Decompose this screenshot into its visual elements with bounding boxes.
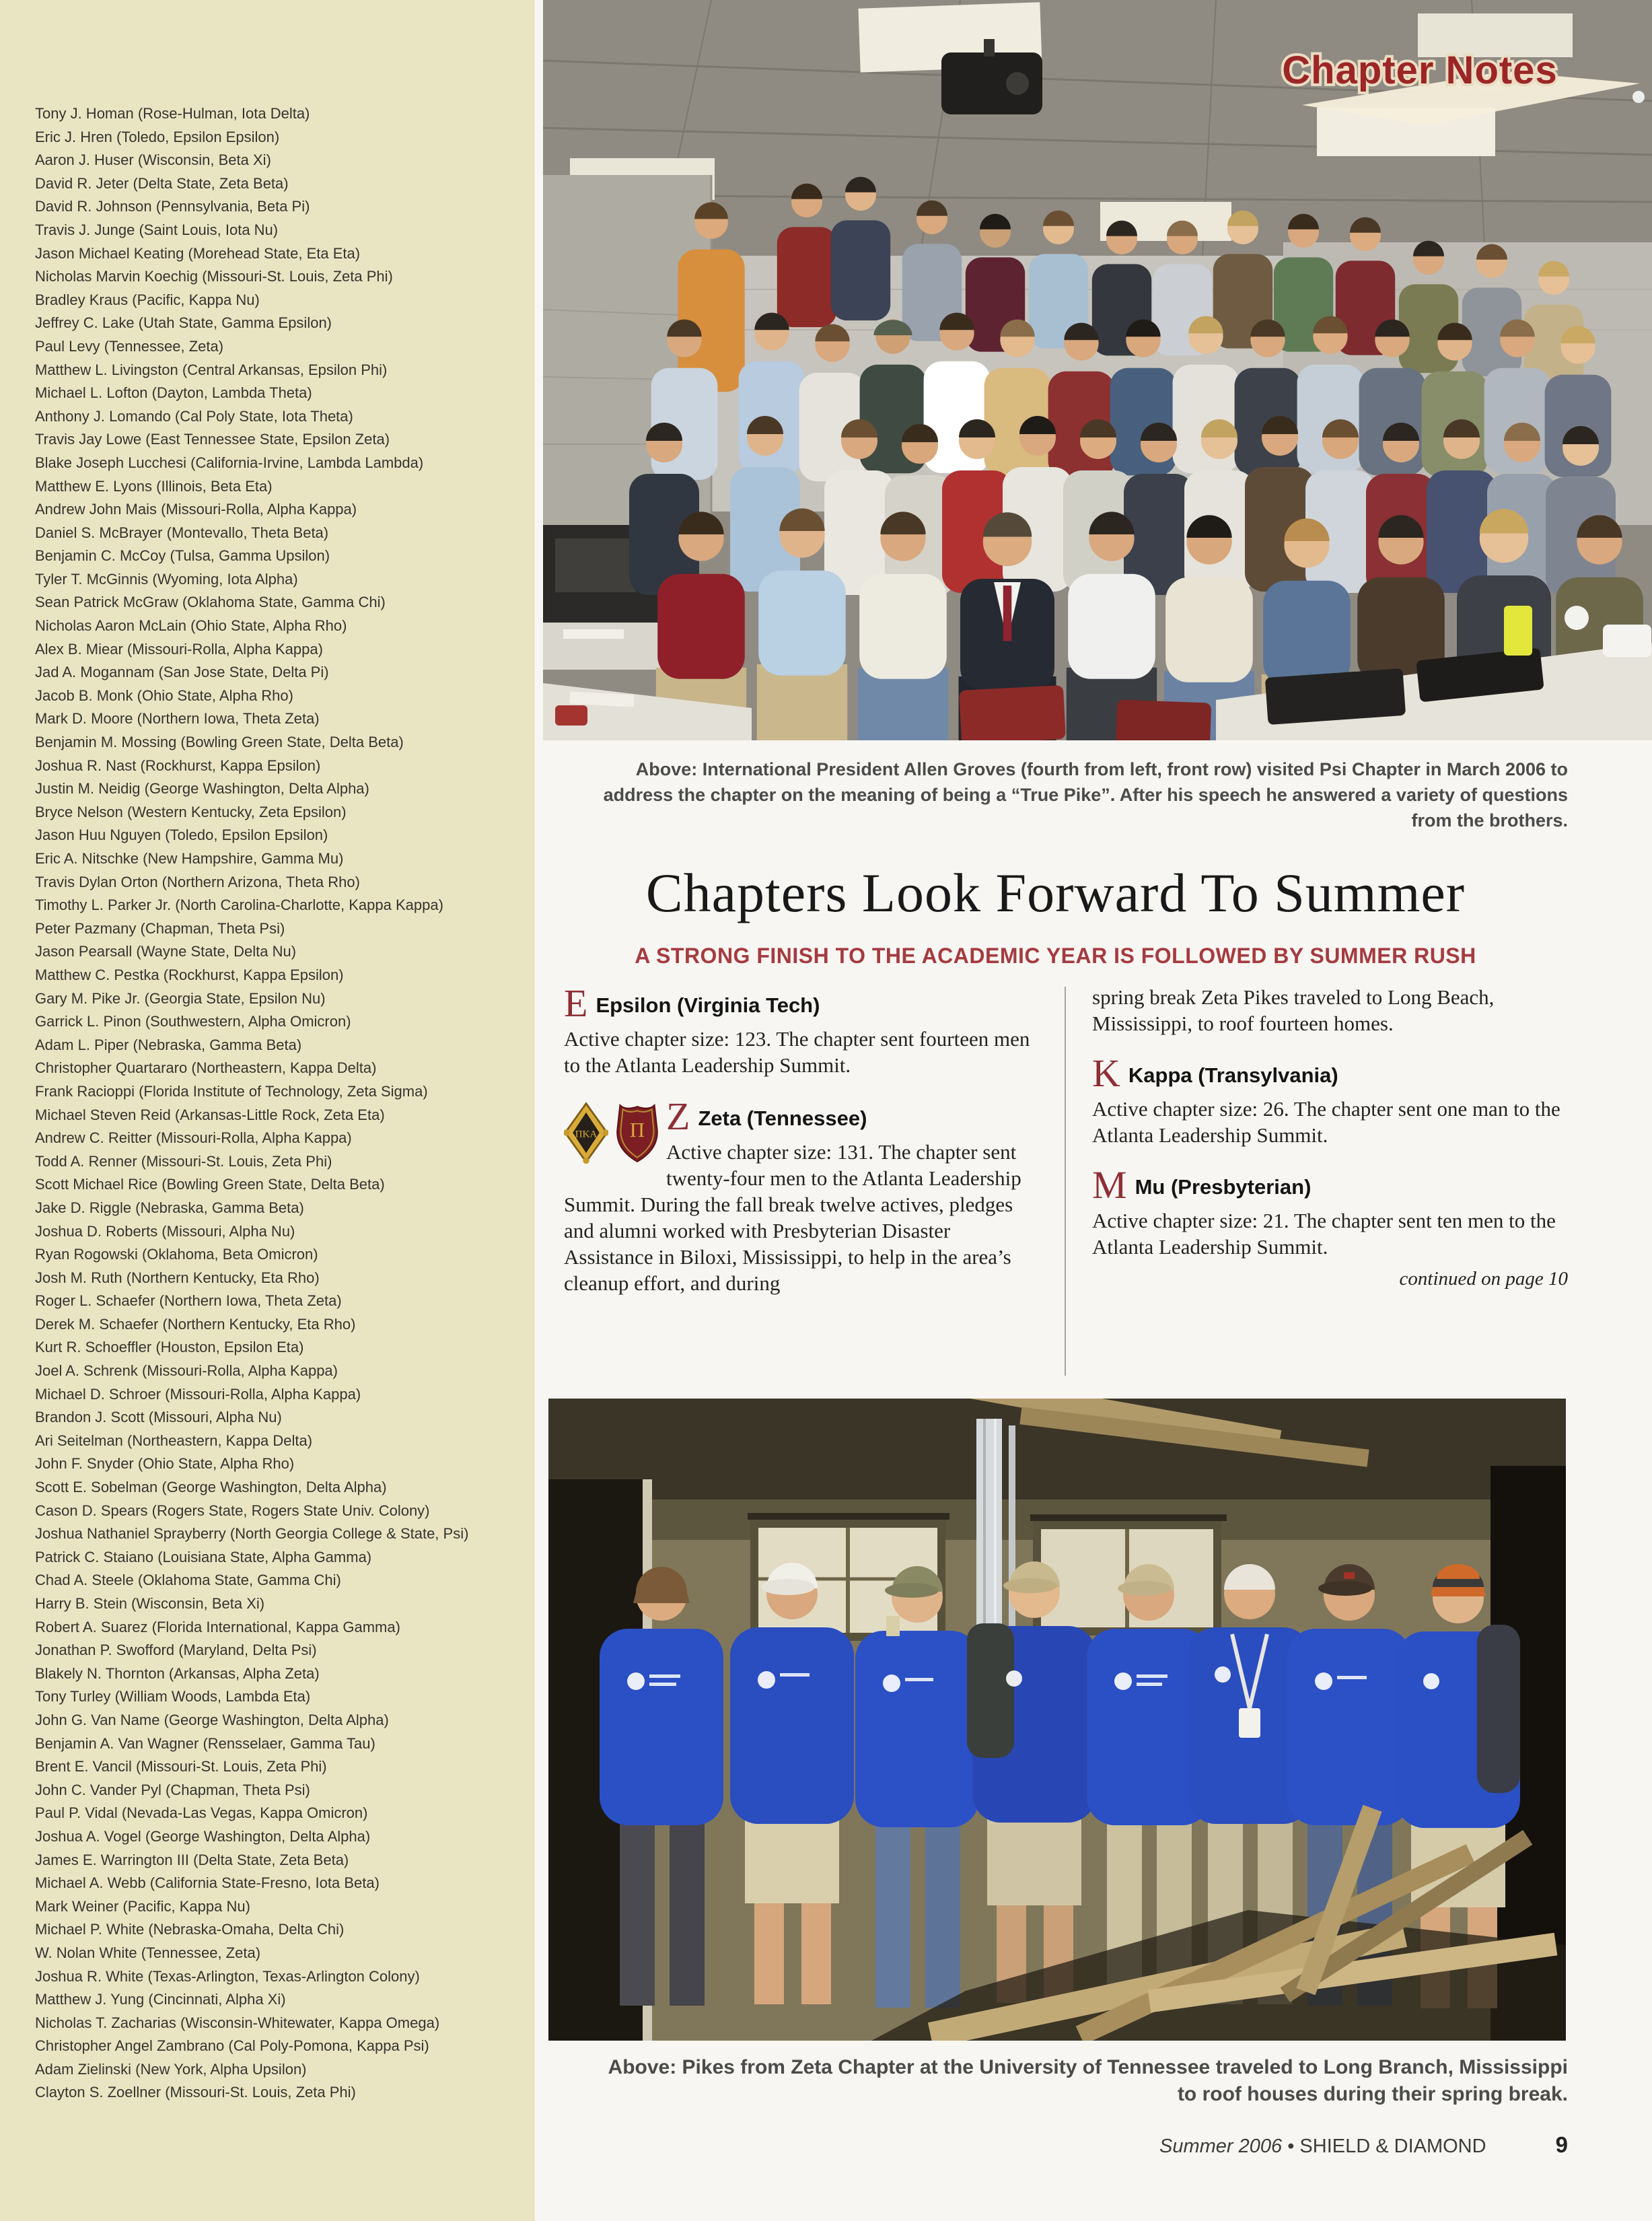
member-entry: Jacob B. Monk (Ohio State, Alpha Rho) [35, 686, 293, 704]
article-column-right [1092, 984, 1568, 1290]
volunteers-photo-illustration [548, 1399, 1566, 2041]
section-body-kappa: Active chapter size: 26. The chapter sent one man to the Atlanta Leadership Summit. [1092, 1097, 1560, 1147]
member-entry: Frank Racioppi (Florida Institute of Technology, Zeta Sigma) [35, 1082, 428, 1100]
member-entry: Matthew E. Lyons (Illinois, Beta Eta) [35, 477, 273, 495]
member-entry: Jason Michael Keating (Morehead State, Eta Eta) [35, 244, 361, 262]
member-entry: Matthew J. Yung (Cincinnati, Alpha Xi) [35, 1991, 286, 2008]
top-photo-caption: Above: International President Allen Groves (fourth from left, front row) visited Psi Chapter in March 2006 to address the chapter on the meaning of being a “True Pike”. After his speech he answered a variety of questions from the brothers. [603, 759, 1568, 831]
section-title: Mu (Presbyterian) [1135, 1175, 1312, 1199]
footer-issue: Summer 2006 [1159, 2136, 1283, 2157]
member-entry: Justin M. Neidig (George Washington, Delta Alpha) [35, 780, 369, 798]
member-entry: Michael P. White (Nebraska-Omaha, Delta Chi) [35, 1921, 345, 1938]
pika-diamond-badge-icon [564, 1101, 608, 1164]
member-entry: Tony J. Homan (Rose-Hulman, Iota Delta) [35, 105, 310, 122]
member-entry: Chad A. Steele (Oklahoma State, Gamma Chi) [35, 1572, 341, 1589]
member-entry: Daniel S. McBrayer (Montevallo, Theta Beta) [35, 524, 329, 541]
member-entry: Alex B. Miear (Missouri-Rolla, Alpha Kappa) [35, 640, 323, 658]
garnet-shield-icon [614, 1101, 661, 1164]
member-entry: Michael L. Lofton (Dayton, Lambda Theta) [35, 384, 312, 402]
member-entry: Eric J. Hren (Toledo, Epsilon Epsilon) [35, 128, 280, 145]
member-entry: Tyler T. McGinnis (Wyoming, Iota Alpha) [35, 570, 298, 588]
page-footer [543, 2132, 1568, 2158]
member-entry: Clayton S. Zoellner (Missouri-St. Louis, Zeta Phi) [35, 2084, 356, 2101]
member-entry: Blakely N. Thornton (Arkansas, Alpha Zeta) [35, 1664, 320, 1682]
article-subhead: A STRONG FINISH TO THE ACADEMIC YEAR IS FOLLOWED BY SUMMER RUSH [635, 944, 1476, 968]
member-entry: Joshua A. Vogel (George Washington, Delta Alpha) [35, 1827, 371, 1845]
article-column-left [564, 981, 1040, 1296]
member-entry: Ari Seitelman (Northeastern, Kappa Delta) [35, 1432, 313, 1449]
page-number: 9 [1555, 2132, 1568, 2157]
dropcap-kappa: K [1092, 1051, 1120, 1095]
member-entry: Scott Michael Rice (Bowling Green State, Delta Beta) [35, 1176, 385, 1193]
section-heading-epsilon [564, 981, 1040, 1025]
member-entry: Gary M. Pike Jr. (Georgia State, Epsilon Nu) [35, 989, 326, 1007]
member-entry: Bryce Nelson (Western Kentucky, Zeta Epsilon) [35, 803, 347, 820]
member-entry: Cason D. Spears (Rogers State, Rogers State Univ. Colony) [35, 1502, 430, 1519]
column-divider [1065, 987, 1066, 1376]
chapter-notes-label: Chapter Notes [1282, 48, 1558, 92]
member-entry: Patrick C. Staiano (Louisiana State, Alpha Gamma) [35, 1548, 372, 1565]
sparkle-icon [1632, 91, 1645, 103]
member-entry: Eric A. Nitschke (New Hampshire, Gamma Mu) [35, 850, 344, 867]
section-body-zeta: Active chapter size: 131. The chapter sent twenty-four men to the Atlanta Leadership Summit. During the fall break twelve actives, pledges and alumni worked with Presbyterian Disaster Assistance in Biloxi, Mississippi, to help in the area’s cleanup effort, and during [564, 1140, 1021, 1295]
member-entry: Timothy L. Parker Jr. (North Carolina-Charlotte, Kappa Kappa) [35, 896, 443, 914]
member-entry: Brandon J. Scott (Missouri, Alpha Nu) [35, 1409, 282, 1426]
member-entry: John G. Van Name (George Washington, Delta Alpha) [35, 1711, 389, 1728]
member-entry: John F. Snyder (Ohio State, Alpha Rho) [35, 1455, 295, 1473]
member-entry: Joshua Nathaniel Sprayberry (North Georgia College & State, Psi) [35, 1525, 469, 1543]
member-list [35, 102, 468, 2105]
member-entry: Roger L. Schaefer (Northern Iowa, Theta Zeta) [35, 1292, 342, 1310]
member-entry: Brent E. Vancil (Missouri-St. Louis, Zeta Phi) [35, 1758, 327, 1775]
member-entry: Michael Steven Reid (Arkansas-Little Rock, Zeta Eta) [35, 1106, 385, 1123]
member-entry: David R. Johnson (Pennsylvania, Beta Pi) [35, 198, 310, 215]
zeta-continuation: spring break Zeta Pikes traveled to Long Beach, Mississippi, to roof fourteen homes. [1092, 985, 1495, 1035]
member-entry: Derek M. Schaefer (Northern Kentucky, Eta Rho) [35, 1315, 356, 1333]
member-entry: Ryan Rogowski (Oklahoma, Beta Omicron) [35, 1246, 318, 1263]
member-entry: Harry B. Stein (Wisconsin, Beta Xi) [35, 1595, 265, 1612]
member-entry: Josh M. Ruth (Northern Kentucky, Eta Rho) [35, 1269, 320, 1286]
member-entry: Robert A. Suarez (Florida International, Kappa Gamma) [35, 1618, 400, 1635]
continued-note: continued on page 10 [1399, 1268, 1568, 1290]
member-entry: Travis Jay Lowe (East Tennessee State, Epsilon Zeta) [35, 431, 390, 448]
member-entry: Christopher Angel Zambrano (Cal Poly-Pomona, Kappa Psi) [35, 2037, 429, 2055]
member-entry: Paul P. Vidal (Nevada-Las Vegas, Kappa Omicron) [35, 1804, 368, 1822]
footer-magazine: • SHIELD & DIAMOND [1287, 2136, 1486, 2157]
dropcap-zeta: Z [666, 1094, 690, 1138]
member-entry: Nicholas Aaron McLain (Ohio State, Alpha Rho) [35, 617, 347, 635]
member-entry: Peter Pazmany (Chapman, Theta Psi) [35, 919, 285, 937]
member-entry: Jeffrey C. Lake (Utah State, Gamma Epsilon) [35, 314, 332, 332]
member-entry: Adam Zielinski (New York, Alpha Upsilon) [35, 2060, 307, 2078]
member-entry: Jonathan P. Swofford (Maryland, Delta Psi) [35, 1642, 317, 1659]
member-entry: Sean Patrick McGraw (Oklahoma State, Gamma Chi) [35, 594, 386, 611]
member-entry: Joshua R. White (Texas-Arlington, Texas-Arlington Colony) [35, 1967, 420, 1985]
member-entry: Michael D. Schroer (Missouri-Rolla, Alpha Kappa) [35, 1385, 361, 1403]
member-entry: Garrick L. Pinon (Southwestern, Alpha Omicron) [35, 1013, 351, 1030]
member-entry: Anthony J. Lomando (Cal Poly State, Iota Theta) [35, 407, 353, 425]
member-entry: Mark D. Moore (Northern Iowa, Theta Zeta) [35, 710, 320, 728]
member-list-sidebar [0, 0, 534, 2221]
member-entry: Joel A. Schrenk (Missouri-Rolla, Alpha Kappa) [35, 1362, 338, 1380]
member-entry: Jason Huu Nguyen (Toledo, Epsilon Epsilon) [35, 826, 328, 844]
bottom-photo-caption: Above: Pikes from Zeta Chapter at the University of Tennessee traveled to Long Branch, Mississippi to roof houses during their spring break. [608, 2056, 1568, 2105]
article-headline: Chapters Look Forward To Summer [645, 862, 1466, 923]
member-entry: Nicholas Marvin Koechig (Missouri-St. Louis, Zeta Phi) [35, 268, 393, 285]
section-heading-kappa [1092, 1051, 1568, 1095]
member-entry: Joshua D. Roberts (Missouri, Alpha Nu) [35, 1222, 295, 1240]
member-entry: Benjamin A. Van Wagner (Rensselaer, Gamma Tau) [35, 1734, 375, 1752]
member-entry: Tony Turley (William Woods, Lambda Eta) [35, 1688, 311, 1705]
member-entry: Christopher Quartararo (Northeastern, Kappa Delta) [35, 1059, 377, 1077]
bottom-photo-volunteers [548, 1399, 1566, 2041]
member-entry: Blake Joseph Lucchesi (California-Irvine, Lambda Lambda) [35, 454, 424, 471]
section-zeta [564, 1094, 1040, 1296]
member-entry: Michael A. Webb (California State-Fresno, Iota Beta) [35, 1874, 380, 1892]
dropcap-mu: M [1092, 1163, 1127, 1207]
section-title: Kappa (Transylvania) [1128, 1063, 1338, 1087]
member-entry: David R. Jeter (Delta State, Zeta Beta) [35, 174, 289, 192]
member-entry: Paul Levy (Tennessee, Zeta) [35, 337, 224, 355]
section-title: Epsilon (Virginia Tech) [596, 993, 820, 1017]
member-entry: Benjamin M. Mossing (Bowling Green State, Delta Beta) [35, 734, 404, 751]
member-entry: Todd A. Renner (Missouri-St. Louis, Zeta Phi) [35, 1152, 332, 1170]
member-entry: James E. Warrington III (Delta State, Zeta Beta) [35, 1851, 349, 1868]
member-entry: Matthew C. Pestka (Rockhurst, Kappa Epsilon) [35, 966, 344, 983]
member-entry: Joshua R. Nast (Rockhurst, Kappa Epsilon) [35, 756, 321, 774]
member-entry: Jad A. Mogannam (San Jose State, Delta Pi) [35, 664, 329, 681]
member-entry: Andrew John Mais (Missouri-Rolla, Alpha Kappa) [35, 501, 357, 518]
top-photo-classroom [543, 0, 1652, 740]
member-entry: Jason Pearsall (Wayne State, Delta Nu) [35, 943, 297, 960]
member-entry: Mark Weiner (Pacific, Kappa Nu) [35, 1897, 250, 1915]
member-entry: Travis Dylan Orton (Northern Arizona, Theta Rho) [35, 873, 360, 890]
dropcap-epsilon: E [564, 981, 588, 1025]
member-entry: Benjamin C. McCoy (Tulsa, Gamma Upsilon) [35, 547, 330, 565]
section-body-epsilon: Active chapter size: 123. The chapter sent fourteen men to the Atlanta Leadership Summit. [564, 1027, 1030, 1077]
svg-text:Π: Π [629, 1119, 645, 1142]
chapter-notes-banner [1168, 16, 1652, 151]
section-body-mu: Active chapter size: 21. The chapter sent ten men to the Atlanta Leadership Summit. [1092, 1209, 1556, 1259]
member-entry: W. Nolan White (Tennessee, Zeta) [35, 1944, 261, 1961]
member-entry: Kurt R. Schoeffler (Houston, Epsilon Eta) [35, 1339, 304, 1356]
svg-text:ΠKA: ΠKA [575, 1129, 598, 1140]
member-entry: Nicholas T. Zacharias (Wisconsin-Whitewater, Kappa Omega) [35, 2014, 440, 2031]
zeta-crest-icons [564, 1097, 666, 1168]
member-entry: Aaron J. Huser (Wisconsin, Beta Xi) [35, 151, 271, 169]
member-entry: Matthew L. Livingston (Central Arkansas, Epsilon Phi) [35, 361, 388, 378]
section-title: Zeta (Tennessee) [698, 1106, 867, 1130]
section-heading-mu [1092, 1163, 1568, 1207]
member-entry: Bradley Kraus (Pacific, Kappa Nu) [35, 291, 260, 308]
member-entry: Travis J. Junge (Saint Louis, Iota Nu) [35, 221, 279, 238]
member-entry: Jake D. Riggle (Nebraska, Gamma Beta) [35, 1199, 304, 1216]
member-entry: Adam L. Piper (Nebraska, Gamma Beta) [35, 1036, 302, 1053]
member-entry: John C. Vander Pyl (Chapman, Theta Psi) [35, 1781, 310, 1798]
member-entry: Andrew C. Reitter (Missouri-Rolla, Alpha Kappa) [35, 1129, 352, 1147]
member-entry: Scott E. Sobelman (George Washington, Delta Alpha) [35, 1479, 387, 1496]
